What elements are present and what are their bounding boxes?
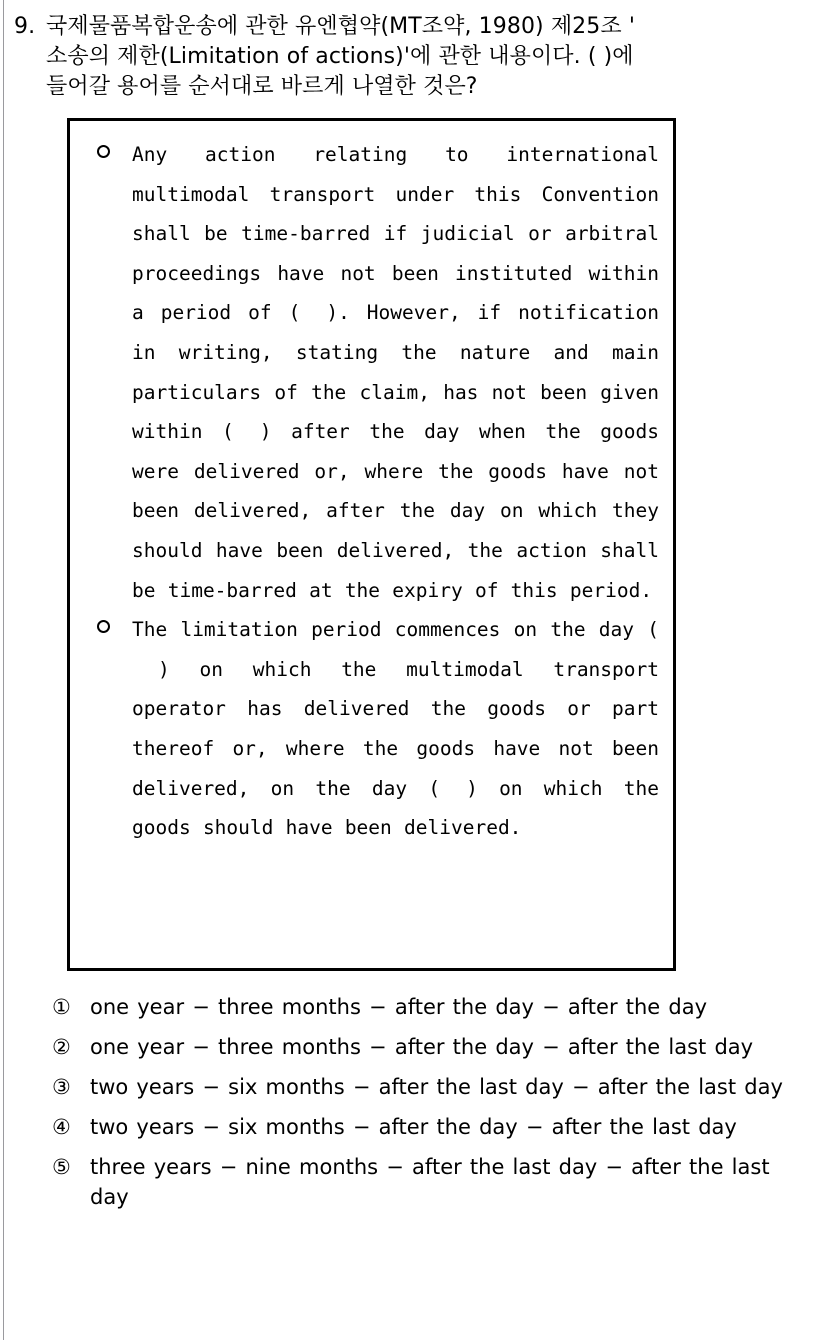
answer-choice-2[interactable] [52, 1032, 812, 1062]
choice-text-1: one year − three months − after the day − after the day [90, 995, 708, 1019]
question-stem-text-2: 소송의 제한(Limitation of actions)'에 관한 내용이다. ( )에 [46, 44, 634, 69]
choice-text-2: one year − three months − after the day − after the last day [90, 1035, 754, 1059]
passage-item-text [132, 135, 659, 610]
choice-marker-3: ③ [52, 1075, 71, 1099]
passage-segment: The limitation period commences on the day ( [132, 618, 659, 642]
passage-item [70, 610, 673, 848]
passage-segment: ) on which the goods should have been delivered. [132, 776, 659, 840]
passage-item-text [132, 610, 659, 848]
hollow-circle-bullet-icon [97, 620, 110, 633]
choice-text-3: two years − six months − after the last day − after the last day [90, 1075, 783, 1099]
answer-choice-4[interactable] [52, 1112, 812, 1142]
question-stem-line-1 [14, 12, 814, 42]
question-number: 9. [14, 14, 36, 39]
question-stem-line-3 [14, 72, 814, 102]
question-stem-text-3: 들어갈 용어를 순서대로 바르게 나열한 것은? [46, 74, 478, 99]
passage-segment: ) after the day when the goods were delivered or, where the goods have not been delivered, after the day on which they should have been delivered, the action shall be time-barred at the expiry of this period. [132, 420, 660, 602]
choice-marker-4: ④ [52, 1115, 71, 1139]
answer-choice-5[interactable] [52, 1152, 812, 1212]
choice-text-4: two years − six months − after the day − after the last day [90, 1115, 737, 1139]
question-stem-text-1: 국제물품복합운송에 관한 유엔협약(MT조약, 1980) 제25조 ' [46, 14, 635, 39]
passage-segment: ). However, if notification in writing, stating the nature and main particulars of the claim, has not been given within ( [132, 301, 660, 444]
passage-box [67, 118, 676, 971]
hollow-circle-bullet-icon [97, 145, 110, 158]
answer-choice-3[interactable] [52, 1072, 812, 1102]
passage-segment: Any action relating to international multimodal transport under this Convention shall be time-barred if judicial or arbitral proceedings have not been instituted within a period of ( [132, 143, 659, 325]
choice-marker-1: ① [52, 995, 71, 1019]
choice-text-5: three years − nine months − after the last day − after the last day [90, 1155, 770, 1209]
passage-segment: ) on which the multimodal transport operator has delivered the goods or part thereof or, where the goods have not been delivered, on the day ( [132, 657, 659, 800]
question-stem [14, 12, 814, 102]
answer-choices-list [52, 992, 812, 1222]
choice-marker-2: ② [52, 1035, 71, 1059]
passage-item [70, 135, 673, 610]
answer-choice-1[interactable] [52, 992, 812, 1022]
choice-marker-5: ⑤ [52, 1155, 71, 1179]
question-stem-line-2 [14, 42, 814, 72]
